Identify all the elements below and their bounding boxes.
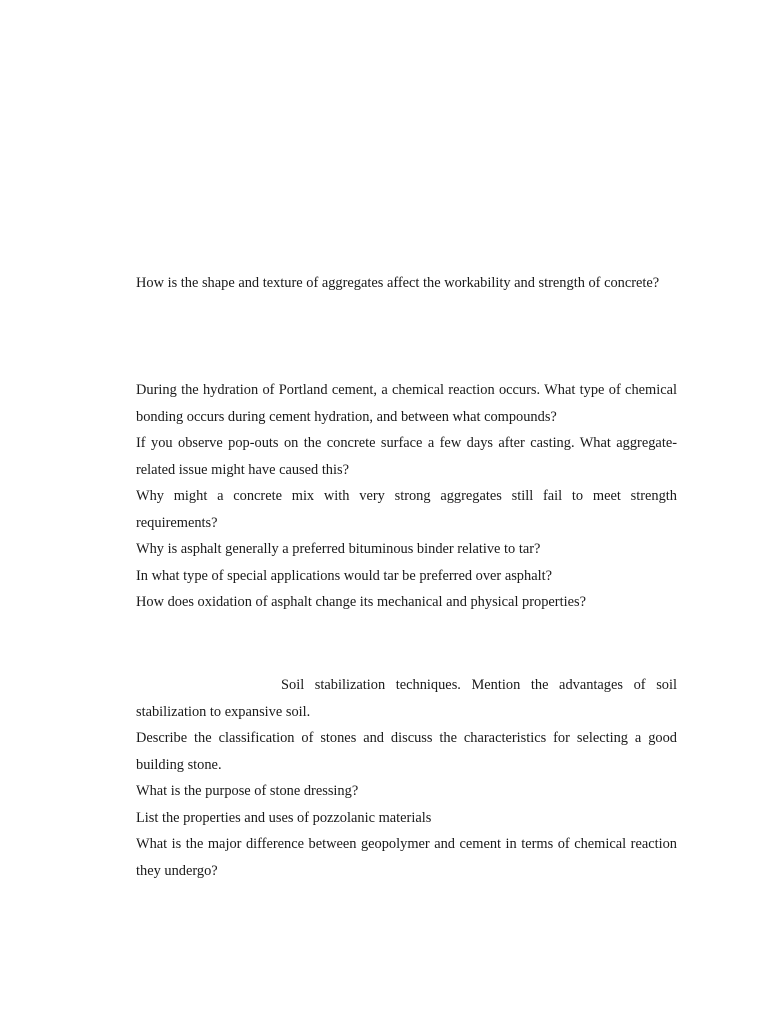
question-concrete-pop-outs: If you observe pop-outs on the concrete surface a few days after casting. What aggregate-related issue might have caused this? xyxy=(136,435,677,478)
question-soil-stabilization: Soil stabilization techniques. Mention the advantages of soil stabilization to expansive soil. xyxy=(136,677,677,720)
question-stone-dressing: What is the purpose of stone dressing? xyxy=(136,783,359,799)
question-strong-aggregates-strength: Why might a concrete mix with very strong aggregates still fail to meet strength requirements? xyxy=(136,488,677,531)
question-group-aggregates xyxy=(136,270,677,297)
question-group-cement-asphalt xyxy=(136,377,677,616)
question-group-soil-stone xyxy=(136,672,677,884)
question-asphalt-vs-tar: Why is asphalt generally a preferred bituminous binder relative to tar? xyxy=(136,541,541,557)
question-aggregate-shape-texture: How is the shape and texture of aggregates affect the workability and strength of concrete? xyxy=(136,275,660,291)
question-geopolymer-vs-cement: What is the major difference between geopolymer and cement in terms of chemical reaction they undergo? xyxy=(136,836,677,879)
question-stone-classification: Describe the classification of stones and discuss the characteristics for selecting a good building stone. xyxy=(136,730,677,773)
question-pozzolanic-materials: List the properties and uses of pozzolanic materials xyxy=(136,809,432,826)
question-cement-hydration-bonding: During the hydration of Portland cement, a chemical reaction occurs. What type of chemical bonding occurs during cement hydration, and between what compounds? xyxy=(136,382,677,425)
question-tar-special-applications: In what type of special applications would tar be preferred over asphalt? xyxy=(136,567,552,584)
question-asphalt-oxidation: How does oxidation of asphalt change its mechanical and physical properties? xyxy=(136,594,586,610)
